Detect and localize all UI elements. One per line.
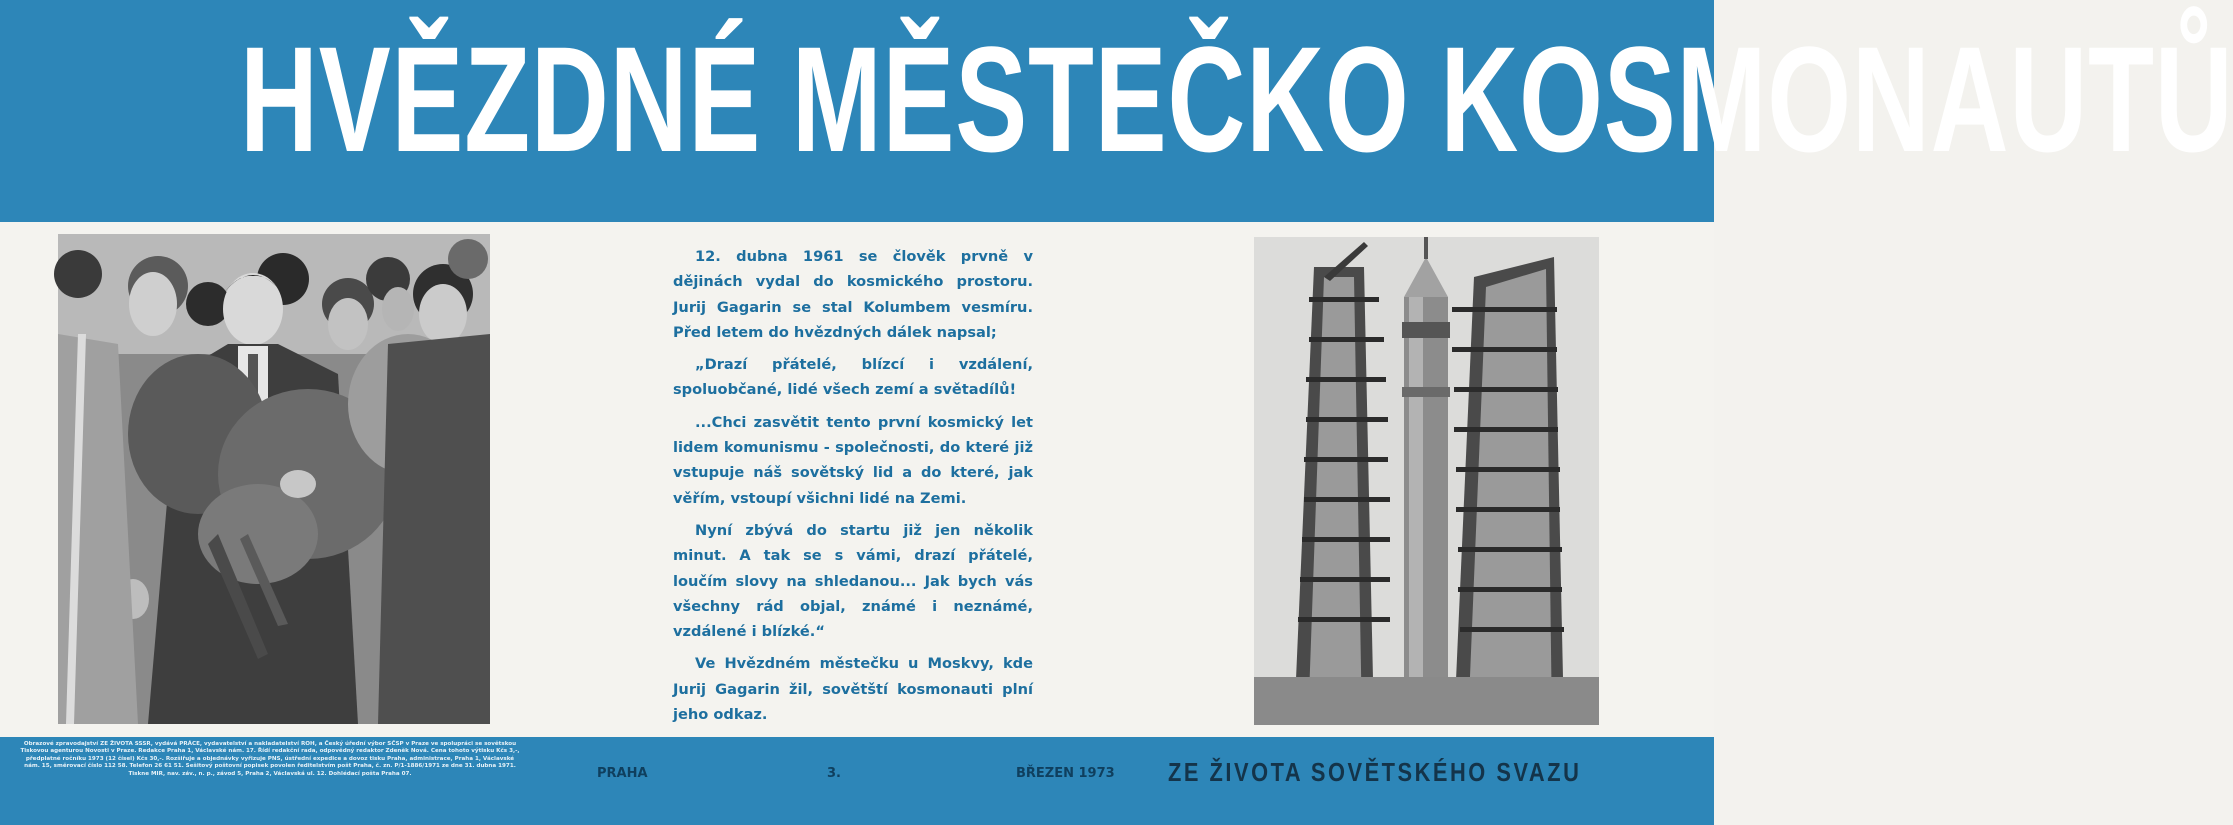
article-text	[673, 244, 1033, 734]
footer-date: BŘEZEN 1973	[1016, 766, 1115, 781]
article-paragraph: Ve Hvězdném městečku u Moskvy, kde Jurij Gagarin žil, sovětští kosmonauti plní jeho odkaz.	[673, 655, 1033, 724]
footer-city: PRAHA	[597, 766, 648, 781]
gagarin-crowd-photo	[58, 234, 490, 724]
footer-issue-number: 3.	[827, 766, 841, 781]
rocket-launch-pad-photo	[1254, 237, 1599, 725]
article-paragraph: 12. dubna 1961 se člověk prvně v dějinách vydal do kosmického prostoru. Jurij Gagarin se stal Kolumbem vesmíru. Před letem do hvězdných dálek napsal;	[673, 248, 1033, 341]
article-paragraph: ...Chci zasvětit tento první kosmický let lidem komunismu - společnosti, do které již vstupuje náš sovětský lid a do které, jak věřím, vstoupí všichni lidé na Zemi.	[673, 413, 1033, 507]
magazine-title: ZE ŽIVOTA SOVĚTSKÉHO SVAZU	[1168, 757, 1582, 787]
imprint-text: Obrazové zpravodajství ZE ŽIVOTA SSSR, vydává PRÁCE, vydavatelství a nakladatelství ROH, a Český úřední výbor SČSP v Praze ve spolupráci se sovětskou Tiskovou agenturou Novosti v Praze. Redakce Praha 1, Václavské nám. 17. Řídí redakční rada, odpovědný redaktor Zdeněk Nová. Cena tohoto výtisku Kčs 3,-, předplatné ročníku 1973 (12 čísel) Kčs 30,-. Rozšiřuje a objednávky vyřizuje PNS, ústřední expedice a dovoz tisku Praha, administrace, Praha 1, Václavské nám. 15, směrovací číslo 112 58. Telefon 26 61 51. Sešitový poštovní popisek povolen ředitelstvím pošt Praha, č. zn. P/1-1886/1971 ze dne 31. dubna 1971. Tiskne MIR, nav. záv., n. p., závod 5, Praha 2, Václavská ul. 12. Dohlédací pošta Praha 07.	[20, 741, 520, 777]
gagarin-crowd-photo-graphic	[58, 234, 490, 724]
rocket-launch-pad-graphic	[1254, 237, 1599, 725]
article-paragraph: Nyní zbývá do startu již jen několik minut. A tak se s vámi, drazí přátelé, loučím slovy na shledanou... Jak bych vás všechny rád objal, známé i neznámé, vzdálené i blízké.“	[673, 521, 1033, 641]
article-paragraph: „Drazí přátelé, blízcí i vzdálení, spoluobčané, lidé všech zemí a světadílů!	[673, 356, 1033, 399]
page-title: HVĚZDNÉ MĚSTEČKO KOSMONAUTŮ	[239, 15, 2233, 183]
